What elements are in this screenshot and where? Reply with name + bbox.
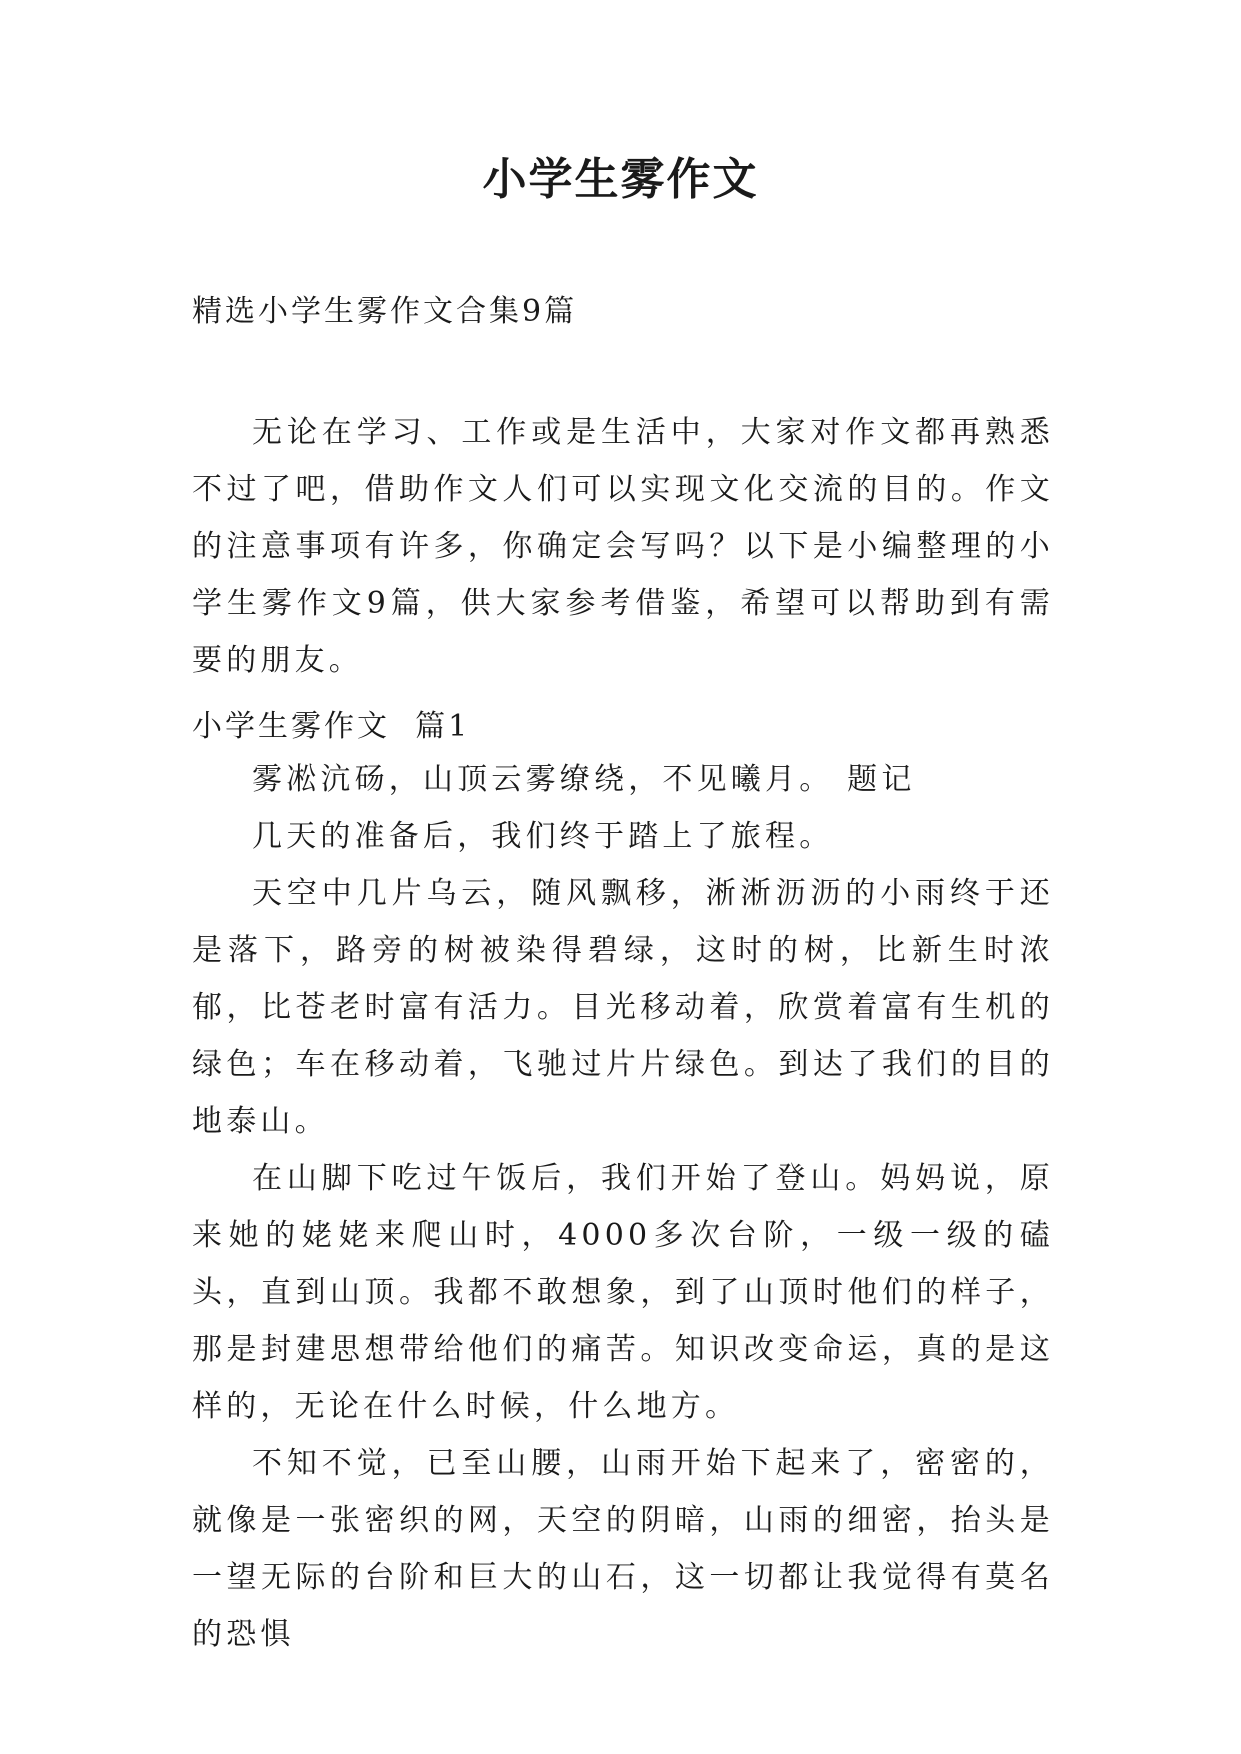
essay-paragraph-4: 在山脚下吃过午饭后，我们开始了登山。妈妈说，原来她的姥姥来爬山时，4000多次台阶，一级一级的磕头，直到山顶。我都不敢想象，到了山顶时他们的样子，那是封建思想带给他们的痛苦。知识改变命运，真的是这样的，无论在什么时候，什么地方。 (192, 1161, 1054, 1424)
section-heading: 小学生雾作文 篇1 (192, 709, 471, 744)
essay-paragraph-5: 不知不觉，已至山腰，山雨开始下起来了，密密的，就像是一张密织的网，天空的阴暗，山雨的细密，抬头是一望无际的台阶和巨大的山石，这一切都让我觉得有莫名的恐惧 (192, 1446, 1054, 1652)
document-subtitle: 精选小学生雾作文合集9篇 (192, 294, 578, 329)
essay-paragraph-3: 天空中几片乌云，随风飘移，淅淅沥沥的小雨终于还是落下，路旁的树被染得碧绿，这时的树，比新生时浓郁，比苍老时富有活力。目光移动着，欣赏着富有生机的绿色；车在移动着，飞驰过片片绿色。到达了我们的目的地泰山。 (192, 876, 1054, 1139)
essay-paragraph-1: 雾凇沆砀，山顶云雾缭绕，不见曦月。 题记 (252, 762, 916, 797)
intro-block (192, 404, 1054, 689)
essay-body (192, 751, 1054, 1663)
document-title: 小学生雾作文 (482, 154, 759, 205)
essay-paragraph-2: 几天的准备后，我们终于踏上了旅程。 (252, 819, 834, 854)
intro-paragraph: 无论在学习、工作或是生活中，大家对作文都再熟悉不过了吧，借助作文人们可以实现文化交流的目的。作文的注意事项有许多，你确定会写吗？以下是小编整理的小学生雾作文9篇，供大家参考借鉴，希望可以帮助到有需要的朋友。 (192, 415, 1054, 678)
